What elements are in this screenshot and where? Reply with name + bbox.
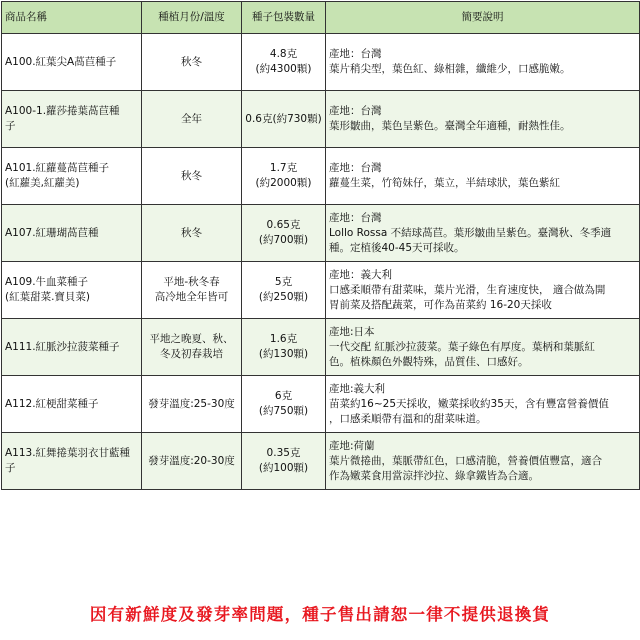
season-temperature-line: 全年 [181, 112, 202, 125]
season-temperature-line: 高冷地全年皆可 [154, 291, 229, 303]
table-row [2, 148, 640, 205]
season-temperature-cell [142, 262, 242, 319]
season-temperature-cell [142, 376, 242, 433]
product-name-cell [2, 433, 142, 490]
description-line: Lollo Rossa 不結球萵苣。葉形皺曲呈紫色。臺灣秋、冬季適 [329, 226, 612, 239]
package-quantity-cell [242, 148, 326, 205]
season-temperature-cell [142, 433, 242, 490]
season-temperature-cell [142, 34, 242, 91]
product-name-cell [2, 148, 142, 205]
season-temperature-cell [142, 91, 242, 148]
season-temperature-line: 秋冬 [181, 226, 202, 239]
package-quantity-cell [242, 91, 326, 148]
package-quantity-line: (約4300顆) [255, 63, 312, 75]
product-name-cell [2, 319, 142, 376]
description-line: ，口感柔順帶有溫和的甜菜味道。 [329, 412, 487, 425]
product-name-line: A112.紅梗甜菜種子 [5, 397, 99, 410]
table-row [2, 433, 640, 490]
table-row [2, 205, 640, 262]
product-name-line: A101.紅蘿蔓萵苣種子 [5, 162, 110, 174]
product-name-cell [2, 205, 142, 262]
description-line: 產地：台灣 [329, 162, 382, 174]
season-temperature-line: 發芽溫度:25-30度 [148, 397, 235, 410]
package-quantity-cell [242, 319, 326, 376]
description-cell [326, 262, 640, 319]
product-name-line: A107.紅珊瑚萵苣種 [5, 226, 99, 239]
season-temperature-line: 發芽溫度:20-30度 [148, 454, 235, 467]
header-product-name: 商品名稱 [2, 2, 142, 34]
description-line: 葉片稍尖型，葉色紅、綠相雜，纖維少，口感脆嫩。 [329, 63, 571, 75]
description-line: 蘿蔓生菜，竹筍妹仔，葉立，半結球狀，葉色紫紅 [329, 177, 560, 189]
description-line: 產地：台灣 [329, 105, 382, 117]
description-cell [326, 205, 640, 262]
season-temperature-cell [142, 319, 242, 376]
package-quantity-line: 6克 [274, 390, 293, 402]
product-name-line: 子 [5, 462, 16, 474]
product-name-line: A113.紅舞捲葉羽衣甘藍種 [5, 447, 131, 459]
season-temperature-line: 平地之晚夏、秋、 [149, 333, 234, 345]
description-line: 產地:荷蘭 [329, 439, 375, 452]
description-line: 產地：義大利 [329, 268, 392, 281]
product-name-cell [2, 376, 142, 433]
product-name-line: A100.紅葉尖A萵苣種子 [5, 55, 117, 68]
package-quantity-line: (約700顆) [258, 234, 309, 246]
description-cell [326, 376, 640, 433]
table-header-row [2, 2, 640, 34]
description-line: 口感柔順帶有甜菜味，葉片光滑，生育速度快， 適合做為開 [329, 283, 606, 296]
description-line: 作為嫩菜食用當涼拌沙拉、綠拿鐵皆為合適。 [329, 469, 539, 482]
table-body [2, 34, 640, 490]
package-quantity-cell [242, 34, 326, 91]
package-quantity-line: 1.7克 [269, 162, 298, 174]
table-row [2, 34, 640, 91]
description-cell [326, 34, 640, 91]
package-quantity-line: (約100顆) [258, 462, 309, 474]
table-row [2, 91, 640, 148]
product-name-line: A109.牛血菜種子 [5, 276, 89, 288]
description-line: 產地：台灣 [329, 211, 382, 224]
season-temperature-line: 秋冬 [181, 55, 202, 68]
description-cell [326, 148, 640, 205]
product-name-cell [2, 34, 142, 91]
description-line: 胃前菜及搭配蔬菜，可作為苗菜約 16-20天採收 [329, 298, 552, 311]
package-quantity-line: (約2000顆) [255, 177, 312, 189]
description-line: 葉片微捲曲，葉脈帶紅色，口感清脆，營養價值豐富，適合 [329, 454, 602, 467]
package-quantity-line: 5克 [274, 276, 293, 288]
season-temperature-line: 冬及初春栽培 [160, 348, 223, 360]
header-description: 簡要說明 [326, 2, 640, 34]
description-line: 一代交配 紅脈沙拉菠菜。葉子綠色有厚度。葉柄和葉脈紅 [329, 340, 595, 353]
season-temperature-line: 秋冬 [181, 169, 202, 182]
package-quantity-line: (約250顆) [258, 291, 309, 303]
package-quantity-line: 4.8克 [269, 48, 298, 60]
product-name-line: A111.紅脈沙拉菠菜種子 [5, 340, 120, 353]
product-name-cell [2, 91, 142, 148]
table-row [2, 262, 640, 319]
package-quantity-line: 0.6克(約730顆) [245, 112, 322, 125]
header-package-quantity: 種子包裝數量 [242, 2, 326, 34]
package-quantity-cell [242, 262, 326, 319]
product-name-cell [2, 262, 142, 319]
season-temperature-cell [142, 148, 242, 205]
table-row [2, 376, 640, 433]
table-row [2, 319, 640, 376]
description-cell [326, 91, 640, 148]
return-policy-notice: 因有新鮮度及發芽率問題，種子售出請恕一律不提供退換貨 [89, 605, 551, 624]
description-line: 葉形皺曲，葉色呈紫色。臺灣全年適種，耐熱性佳。 [329, 120, 571, 132]
description-line: 苗菜約16~25天採收，嫩菜採收約35天，含有豐富營養價值 [329, 397, 609, 410]
package-quantity-line: 0.65克 [266, 219, 301, 231]
package-quantity-cell [242, 433, 326, 490]
description-line: 產地：台灣 [329, 48, 382, 60]
product-name-line: A100-1.蘿莎捲葉萵苣種 [5, 105, 120, 117]
description-line: 種。定植後40-45天可採收。 [329, 241, 465, 254]
package-quantity-cell [242, 376, 326, 433]
package-quantity-line: (約130顆) [258, 348, 309, 360]
seed-product-table [1, 1, 640, 490]
season-temperature-cell [142, 205, 242, 262]
product-name-line: 子 [5, 120, 16, 132]
header-season-temperature: 種植月份/溫度 [142, 2, 242, 34]
package-quantity-cell [242, 205, 326, 262]
description-line: 產地:日本 [329, 325, 375, 338]
package-quantity-line: 1.6克 [269, 333, 298, 345]
product-name-line: (紅葉甜菜.寶貝菜) [5, 291, 91, 303]
season-temperature-line: 平地-秋冬春 [163, 276, 220, 288]
description-line: 產地:義大利 [329, 382, 386, 395]
description-cell [326, 319, 640, 376]
package-quantity-line: 0.35克 [266, 447, 301, 459]
description-line: 色。植株顏色外觀特殊，品質佳、口感好。 [329, 355, 529, 368]
description-cell [326, 433, 640, 490]
package-quantity-line: (約750顆) [258, 405, 309, 417]
product-name-line: (紅蘿美,紅蘿美) [5, 177, 80, 189]
